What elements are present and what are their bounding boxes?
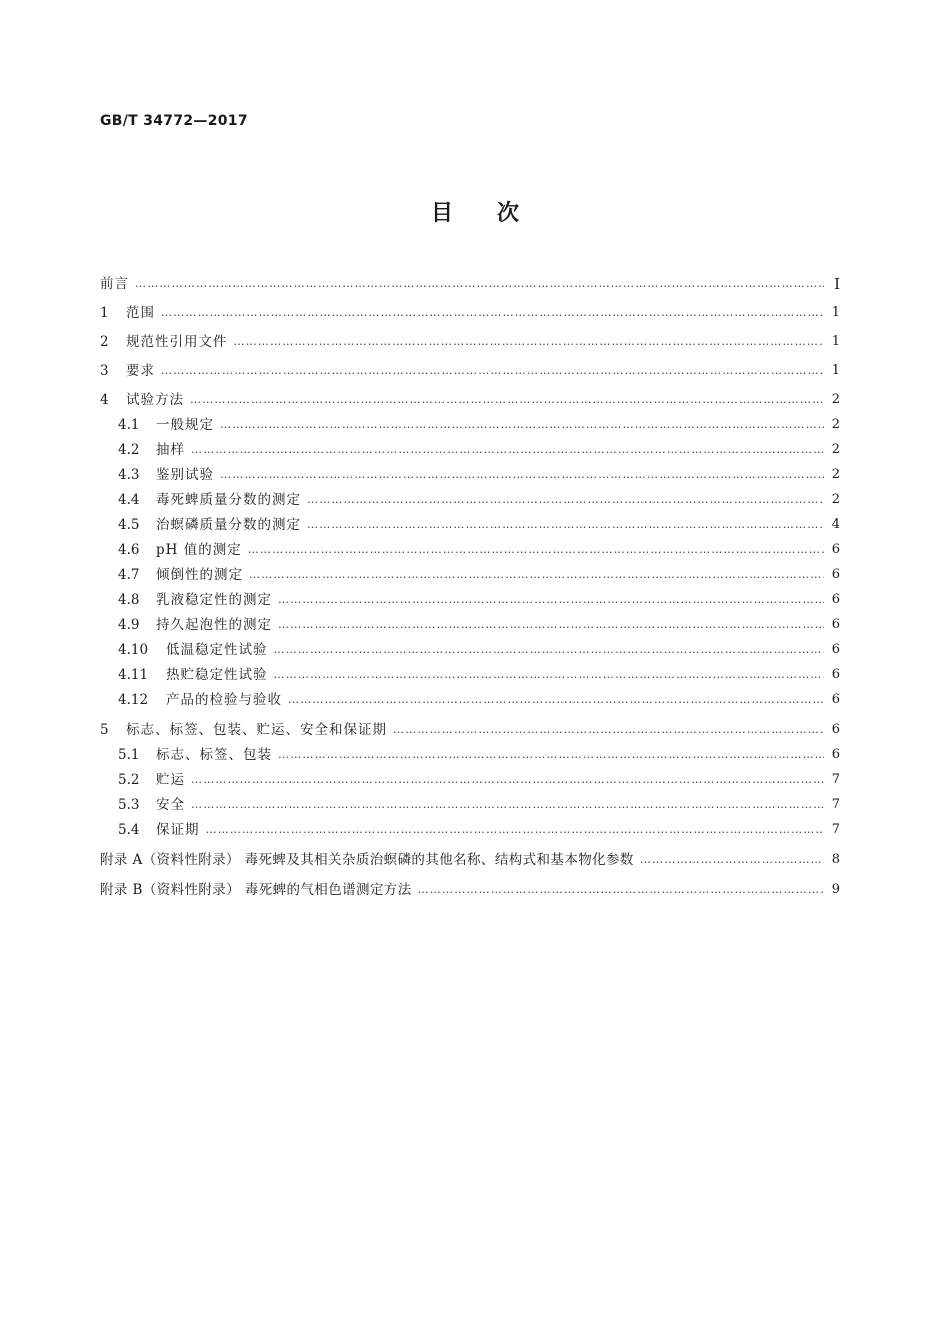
toc-number: 1: [100, 305, 109, 321]
toc-page: 6: [831, 642, 840, 657]
toc-number: 4.7: [118, 567, 140, 583]
toc-label: 范围: [126, 305, 155, 321]
toc-label: 贮运: [156, 772, 185, 788]
toc-label: pH 值的测定: [156, 542, 242, 558]
toc-entry-foreword[interactable]: [100, 274, 840, 294]
dot-leader: [135, 274, 824, 294]
toc-entry-5-3[interactable]: [100, 795, 840, 815]
toc-label: 保证期: [156, 822, 200, 838]
toc-label: 治螟磷质量分数的测定: [156, 517, 301, 533]
dot-leader: [393, 720, 824, 740]
dot-leader: [220, 415, 824, 435]
dot-leader: [307, 515, 824, 535]
dot-leader: [274, 665, 825, 685]
toc-entry-appendix-b[interactable]: [100, 880, 840, 900]
toc-label: 前言: [100, 276, 129, 292]
toc-label: 规范性引用文件: [126, 334, 228, 350]
toc-page: 6: [831, 542, 840, 557]
toc-entry-4-7[interactable]: [100, 565, 840, 585]
toc-page: 6: [831, 567, 840, 582]
toc-page: 8: [831, 852, 840, 867]
dot-leader: [161, 303, 824, 323]
toc-number: 5: [100, 722, 109, 738]
toc-number: 4.8: [118, 592, 140, 608]
toc-label: 毒死蜱质量分数的测定: [156, 492, 301, 508]
dot-leader: [640, 850, 824, 870]
toc-entry-4-4[interactable]: [100, 490, 840, 510]
toc-page: 2: [831, 442, 840, 457]
toc-entry-5-2[interactable]: [100, 770, 840, 790]
toc-entry-2[interactable]: [100, 332, 840, 352]
toc-entry-4-8[interactable]: [100, 590, 840, 610]
toc-entry-4-3[interactable]: [100, 465, 840, 485]
toc-number: 4.6: [118, 542, 140, 558]
toc-entry-4-9[interactable]: [100, 615, 840, 635]
toc-page: 7: [831, 772, 840, 787]
toc-entry-appendix-a[interactable]: [100, 850, 840, 870]
toc-page: 6: [831, 617, 840, 632]
toc-label: 低温稳定性试验: [166, 642, 268, 658]
toc-number: 5.1: [118, 747, 140, 763]
toc-label: 乳液稳定性的测定: [156, 592, 272, 608]
toc-number: 4.1: [118, 417, 140, 433]
toc-page: 1: [831, 363, 840, 378]
toc-number: 4.9: [118, 617, 140, 633]
toc-label: 一般规定: [156, 417, 214, 433]
toc-page: 7: [831, 822, 840, 837]
dot-leader: [206, 820, 825, 840]
dot-leader: [307, 490, 824, 510]
toc-entry-4[interactable]: [100, 390, 840, 410]
toc-label: 附录 B（资料性附录） 毒死蜱的气相色谱测定方法: [100, 882, 412, 898]
toc-entry-4-12[interactable]: [100, 690, 840, 710]
toc-label: 倾倒性的测定: [156, 567, 243, 583]
toc-label: 标志、标签、包装: [156, 747, 272, 763]
dot-leader: [191, 770, 824, 790]
toc-entry-5-4[interactable]: [100, 820, 840, 840]
toc-number: 5.3: [118, 797, 140, 813]
toc-entry-4-2[interactable]: [100, 440, 840, 460]
dot-leader: [161, 361, 824, 381]
toc-number: 4.5: [118, 517, 140, 533]
toc-label: 持久起泡性的测定: [156, 617, 272, 633]
dot-leader: [278, 745, 824, 765]
dot-leader: [190, 390, 824, 410]
dot-leader: [234, 332, 825, 352]
toc-label: 鉴别试验: [156, 467, 214, 483]
toc-entry-4-1[interactable]: [100, 415, 840, 435]
toc-number: 4.12: [118, 692, 149, 708]
dot-leader: [220, 465, 824, 485]
dot-leader: [249, 565, 824, 585]
toc-number: 5.2: [118, 772, 140, 788]
toc-number: 3: [100, 363, 109, 379]
toc-page: 1: [831, 334, 840, 349]
dot-leader: [278, 615, 824, 635]
toc-page: 6: [831, 667, 840, 682]
toc-page: 7: [831, 797, 840, 812]
toc-number: 4.4: [118, 492, 140, 508]
toc-page: 4: [831, 517, 840, 532]
toc-entry-4-6[interactable]: [100, 540, 840, 560]
toc-number: 2: [100, 334, 109, 350]
toc-label: 附录 A（资料性附录） 毒死蜱及其相关杂质治螟磷的其他名称、结构式和基本物化参数: [100, 852, 634, 868]
toc-page: 2: [831, 467, 840, 482]
dot-leader: [278, 590, 824, 610]
toc-page: 6: [831, 592, 840, 607]
toc-number: 4: [100, 392, 109, 408]
toc-entry-4-10[interactable]: [100, 640, 840, 660]
dot-leader: [288, 690, 824, 710]
toc-number: 4.10: [118, 642, 149, 658]
toc-page: 6: [831, 692, 840, 707]
toc-entry-5[interactable]: [100, 720, 840, 740]
toc-page: 9: [831, 882, 840, 897]
toc-page: 6: [831, 722, 840, 737]
toc-entry-4-11[interactable]: [100, 665, 840, 685]
dot-leader: [191, 795, 824, 815]
toc-number: 4.3: [118, 467, 140, 483]
toc-label: 标志、标签、包装、贮运、安全和保证期: [126, 722, 387, 738]
dot-leader: [248, 540, 824, 560]
toc-number: 5.4: [118, 822, 140, 838]
toc-entry-5-1[interactable]: [100, 745, 840, 765]
toc-page: 6: [831, 747, 840, 762]
page-title: 目次: [430, 201, 563, 226]
toc-label: 产品的检验与验收: [166, 692, 282, 708]
toc-label: 抽样: [156, 442, 185, 458]
toc-entry-1[interactable]: [100, 303, 840, 323]
toc-entry-3[interactable]: [100, 361, 840, 381]
dot-leader: [418, 880, 824, 900]
toc-page: I: [834, 275, 840, 293]
toc-page: 2: [831, 417, 840, 432]
dot-leader: [274, 640, 825, 660]
toc-number: 4.11: [118, 667, 149, 683]
document-code: GB/T 34772—2017: [100, 113, 248, 129]
toc-number: 4.2: [118, 442, 140, 458]
toc-page: 2: [831, 492, 840, 507]
toc-label: 要求: [126, 363, 155, 379]
toc-entry-4-5[interactable]: [100, 515, 840, 535]
dot-leader: [191, 440, 824, 460]
toc-label: 安全: [156, 797, 185, 813]
toc-label: 热贮稳定性试验: [166, 667, 268, 683]
toc-page: 2: [831, 392, 840, 407]
toc-page: 1: [831, 305, 840, 320]
toc-label: 试验方法: [126, 392, 184, 408]
